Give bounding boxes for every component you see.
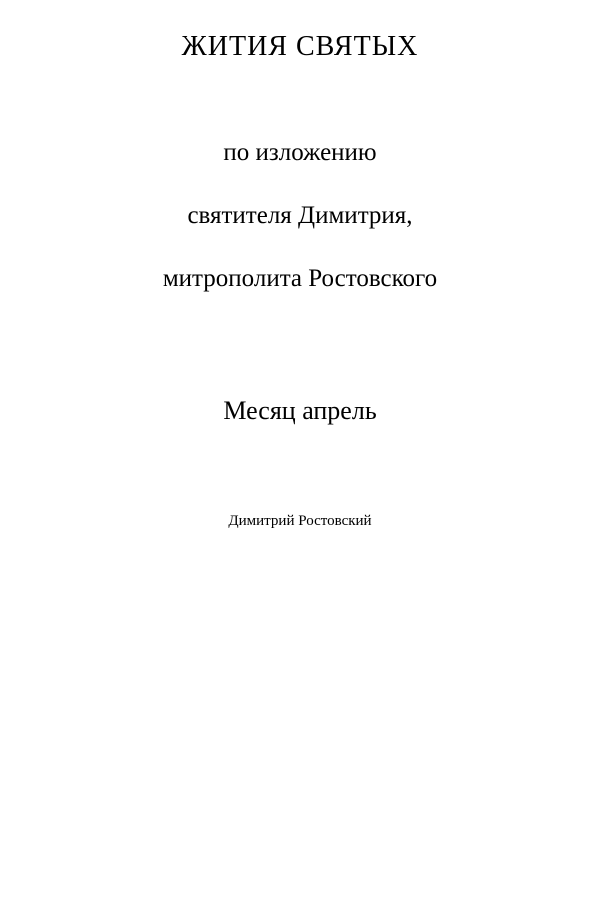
title-block [0,30,600,64]
subtitle-line-2: святителя Димитрия, [187,202,413,229]
subtitle-block [0,140,600,329]
author-block [0,513,600,530]
author-name: Димитрий Ростовский [228,513,372,529]
subtitle-line-1: по изложению [223,139,377,166]
page-title: ЖИТИЯ СВЯТЫХ [181,31,419,62]
month-label: Месяц апрель [223,396,377,425]
subtitle-line-3: митрополита Ростовского [162,265,438,292]
month-block [0,396,600,426]
